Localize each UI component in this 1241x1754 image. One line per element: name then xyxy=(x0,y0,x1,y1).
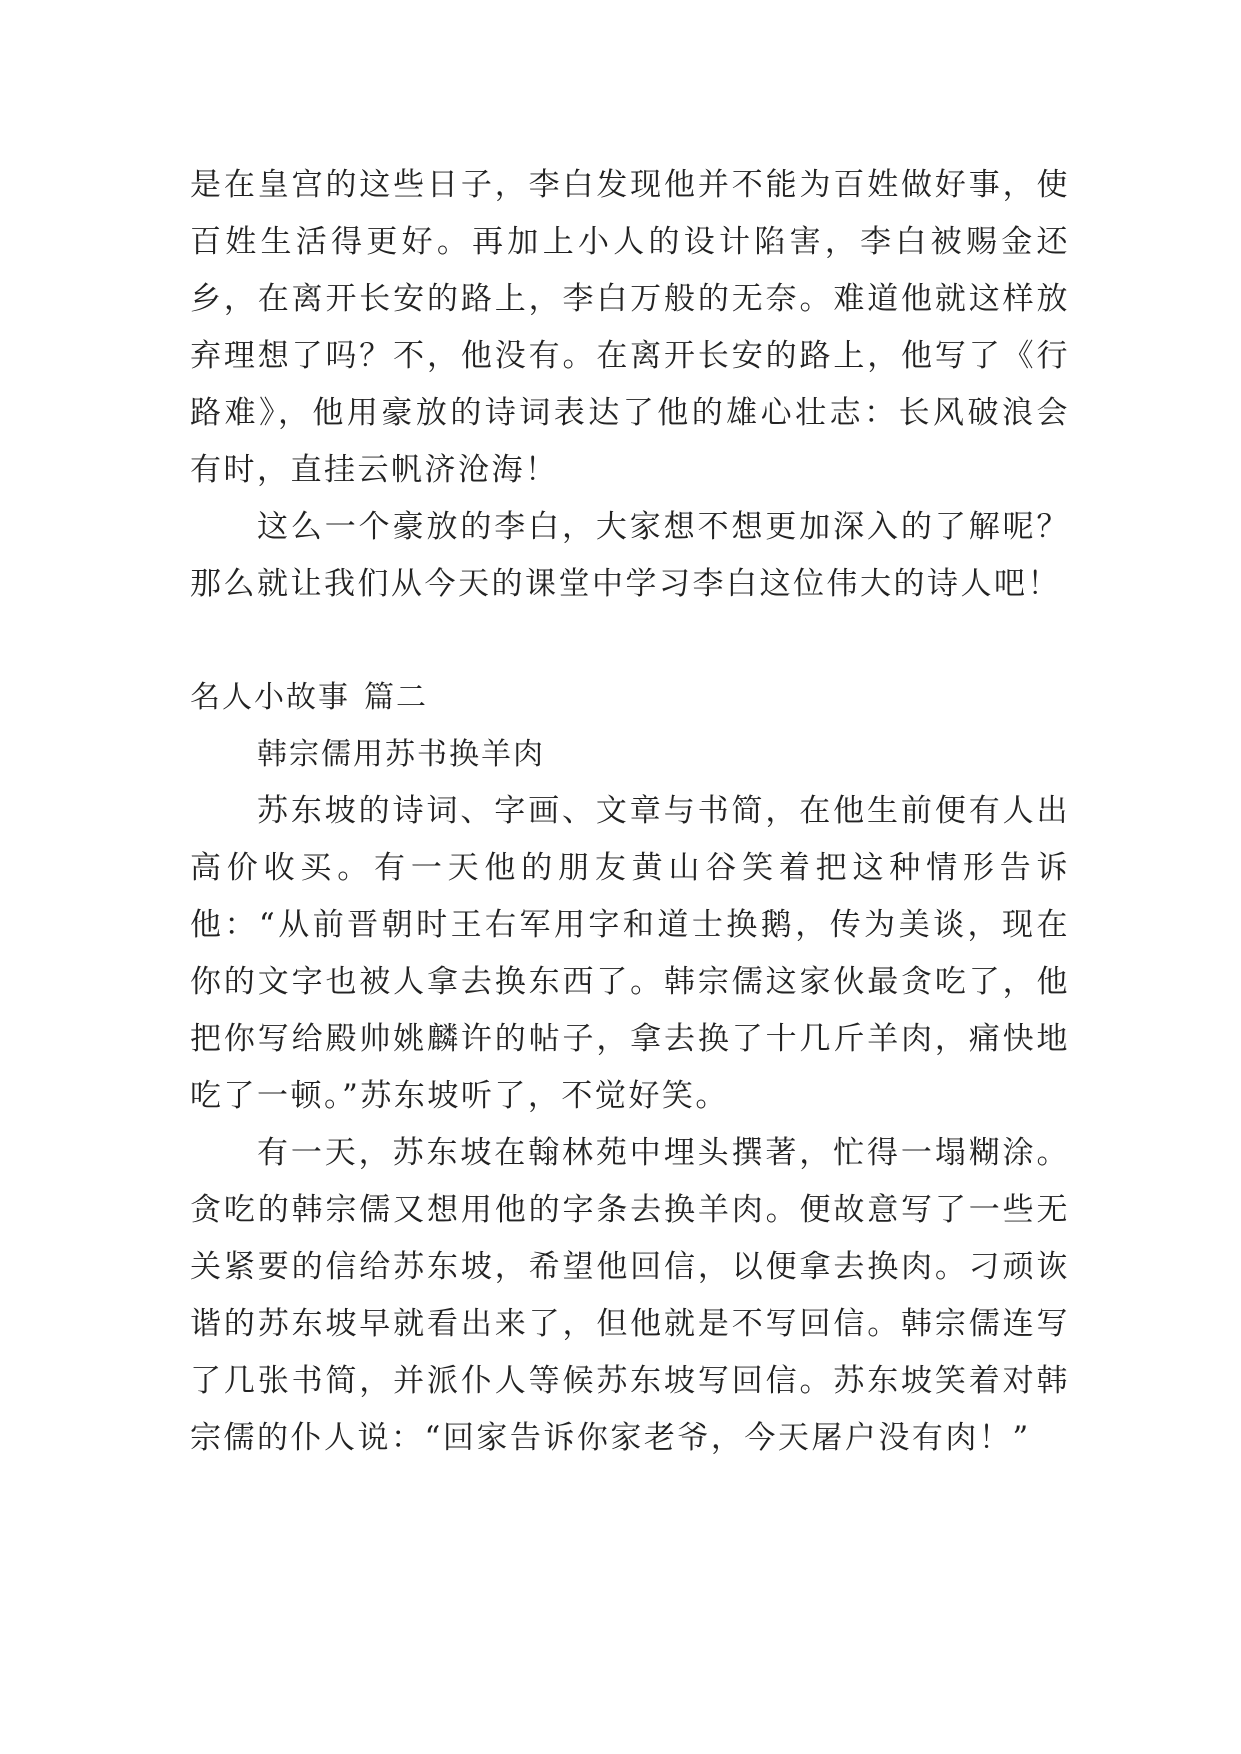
story-paragraph-2: 有一天，苏东坡在翰林苑中埋头撰著，忙得一塌糊涂。贪吃的韩宗儒又想用他的字条去换羊肉。便故意写了一些无关紧要的信给苏东坡，希望他回信，以便拿去换肉。刁顽诙谐的苏东坡早就看出来了，但他就是不写回信。韩宗儒连写了几张书简，并派仆人等候苏东坡写回信。苏东坡笑着对韩宗儒的仆人说：“回家告诉你家老爷，今天屠户没有肉！” xyxy=(190,1135,1070,1456)
intro-paragraph-2: 这么一个豪放的李白，大家想不想更加深入的了解呢？那么就让我们从今天的课堂中学习李白这位伟大的诗人吧！ xyxy=(190,509,1070,602)
intro-paragraph-1: 是在皇宫的这些日子，李白发现他并不能为百姓做好事，使百姓生活得更好。再加上小人的设计陷害，李白被赐金还乡，在离开长安的路上，李白万般的无奈。难道他就这样放弃理想了吗？不，他没有。在离开长安的路上，他写了《行路难》，他用豪放的诗词表达了他的雄心壮志：长风破浪会有时，直挂云帆济沧海！ xyxy=(190,167,1070,488)
section-heading-tag: 篇二 xyxy=(364,680,428,715)
story-title: 韩宗儒用苏书换羊肉 xyxy=(257,737,545,772)
document-body xyxy=(190,157,1070,1467)
story-paragraph-1: 苏东坡的诗词、字画、文章与书简，在他生前便有人出高价收买。有一天他的朋友黄山谷笑着把这种情形告诉他：“从前晋朝时王右军用字和道士换鹅，传为美谈，现在你的文字也被人拿去换东西了。韩宗儒这家伙最贪吃了，他把你写给殿帅姚麟许的帖子，拿去换了十几斤羊肉，痛快地吃了一顿。”苏东坡听了，不觉好笑。 xyxy=(190,793,1070,1114)
section-spacer xyxy=(190,613,1070,669)
section-heading xyxy=(190,669,1070,726)
section-heading-title: 名人小故事 xyxy=(190,680,350,715)
